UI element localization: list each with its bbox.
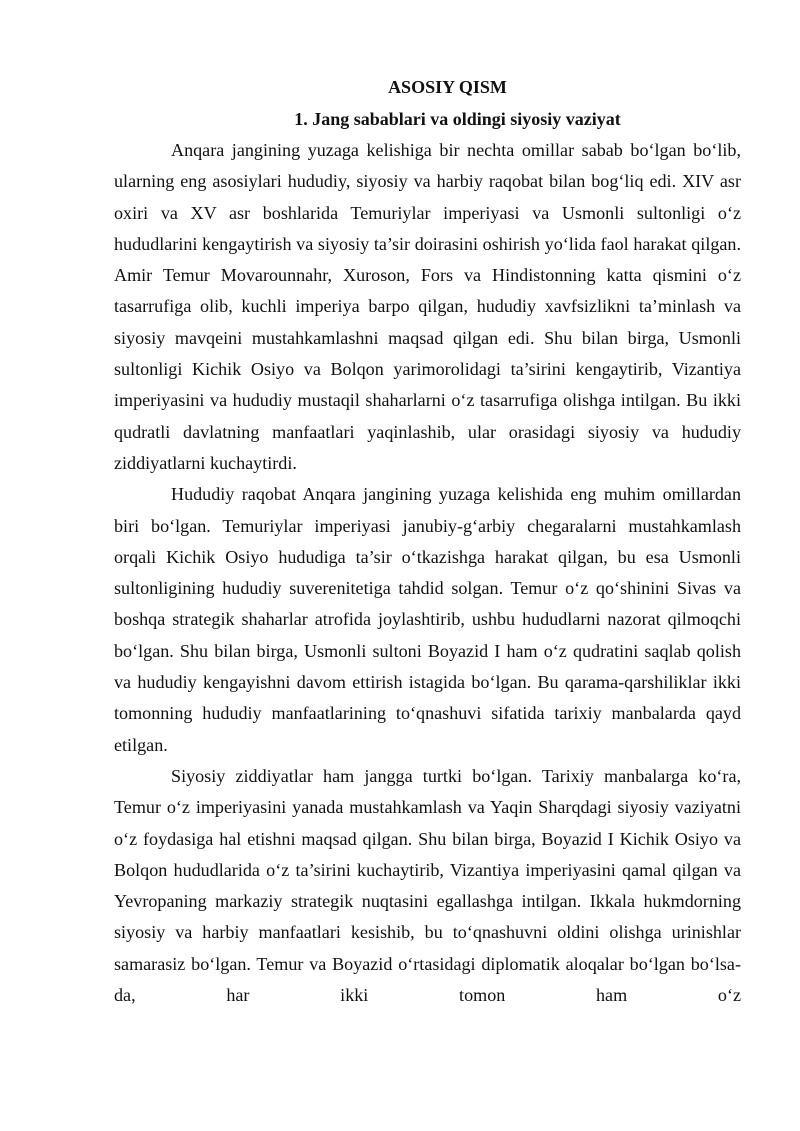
section-title: ASOSIY QISM xyxy=(388,77,507,97)
paragraph-1: Anqara jangining yuzaga kelishiga bir nechta omillar sabab bo‘lgan bo‘lib, ularning eng asosiylari hududiy, siyosiy va harbiy raqobat bilan bog‘liq edi. XIV asr oxiri va XV asr boshlarida Temuriylar imperiyasi va Usmonli sultonligi o‘z hududlarini kengaytirish va siyosiy ta’sir doirasini oshirish yo‘lida faol harakat qilgan. Amir Temur Movarounnahr, Xuroson, Fors va Hindistonning katta qismini o‘z tasarrufiga olib, kuchli imperiya barpo qilgan, hududiy xavfsizlikni ta’minlash va siyosiy mavqeini mustahkamlashni maqsad qilgan edi. Shu bilan birga, Usmonli sultonligi Kichik Osiyo va Bolqon yarimorolidagi ta’sirini kengaytirib, Vizantiya imperiyasini va hududiy mustaqil shaharlarni o‘z tasarrufiga olishga intilgan. Bu ikki qudratli davlatning manfaatlari yaqinlashib, ular orasidagi siyosiy va hududiy ziddiyatlarni kuchaytirdi. xyxy=(114,140,741,473)
page-content xyxy=(114,71,741,1011)
paragraph-3: Siyosiy ziddiyatlar ham jangga turtki bo‘lgan. Tarixiy manbalarga ko‘ra, Temur o‘z imperiyasini yanada mustahkamlash va Yaqin Sharqdagi siyosiy vaziyatni o‘z foydasiga hal etishni maqsad qilgan. Shu bilan birga, Boyazid I Kichik Osiyo va Bolqon hududlarida o‘z ta’sirini kuchaytirib, Vizantiya imperiyasini qamal qilgan va Yevropaning markaziy strategik nuqtasini egallashga intilgan. Ikkala hukmdorning siyosiy va harbiy manfaatlari kesishib, bu to‘qnashuvni oldini olishga urinishlar samarasiz bo‘lgan. Temur va Boyazid o‘rtasidagi diplomatik aloqalar bo‘lgan bo‘lsa-da, har ikki tomon ham o‘z xyxy=(114,765,741,1006)
paragraph-2: Hududiy raqobat Anqara jangining yuzaga kelishida eng muhim omillardan biri bo‘lgan. Temuriylar imperiyasi janubiy-g‘arbiy chegaralarni mustahkamlash orqali Kichik Osiyo hududiga ta’sir o‘tkazishga harakat qilgan, bu esa Usmonli sultonligining hududiy suverenitetiga tahdid solgan. Temur o‘z qo‘shinini Sivas va boshqa strategik shaharlar atrofida joylashtirib, ushbu hududlarni nazorat qilmoqchi bo‘lgan. Shu bilan birga, Usmonli sultoni Boyazid I ham o‘z qudratini saqlab qolish va hududiy kengayishni davom ettirish istagida bo‘lgan. Bu qarama-qarshiliklar ikki tomonning hududiy manfaatlarining to‘qnashuvi sifatida tarixiy manbalarda qayd etilgan. xyxy=(114,484,741,755)
subsection-title: 1. Jang sabablari va oldingi siyosiy vaziyat xyxy=(294,109,621,129)
